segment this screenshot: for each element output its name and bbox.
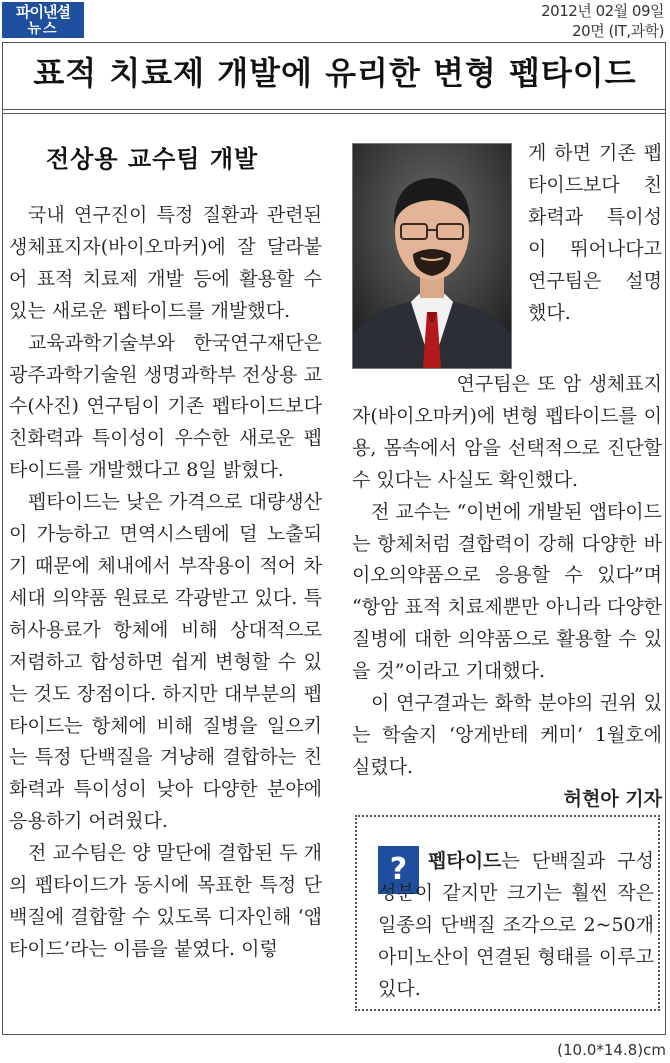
glossary-body: 는 단백질과 구성성분이 같지만 크기는 훨씬 작은 일종의 단백질 조각으로 2~50개 아미노산이 연결된 형태를 이루고 있다. bbox=[378, 850, 654, 1000]
paragraph: 교육과학기술부와 한국연구재단은 광주과학기술원 생명과학부 전상용 교수(사진) 연구팀이 기존 펩타이드보다 친화력과 특이성이 우수한 새로운 펩타이드를 개발했다고 8일 밝혔다. bbox=[9, 331, 322, 482]
page-section: 20면 (IT,과학) bbox=[572, 22, 664, 40]
headline-divider bbox=[3, 109, 665, 110]
article-subheadline: 전상용 교수팀 개발 bbox=[46, 145, 259, 173]
paragraph: 연구팀은 또 암 생체표지자(바이오마커)에 변형 펩타이드를 이용, 몸속에서 암을 선택적으로 진단할 수 있다는 사실도 확인했다. bbox=[352, 373, 662, 491]
publish-date: 2012년 02월 09일 bbox=[541, 2, 664, 20]
paragraph: 전 교수팀은 양 말단에 결합된 두 개의 펩타이드가 동시에 목표한 특정 단백질에 결합할 수 있도록 디자인해 ‘앱타이드’라는 이름을 붙였다. 이렇 bbox=[9, 842, 322, 960]
article-headline: 표적 치료제 개발에 유리한 변형 펩타이드 bbox=[33, 54, 637, 92]
paragraph: 펩타이드는 낮은 가격으로 대량생산이 가능하고 면역시스템에 덜 노출되기 때문에 체내에서 부작용이 적어 차세대 의약품 원료로 각광받고 있다. 특허사용료가 항체에 비해 상대적으로 저렴하고 합성하면 쉽게 변형할 수 있는 것도 장점이다. 하지만 대부분의 펩타이드는 항체에 비해 질병을 일으키는 특정 단백질을 겨냥해 결합하는 친화력과 특이성이 낮아 다양한 분야에 응용하기 어려웠다. bbox=[9, 491, 322, 833]
professor-photo bbox=[352, 143, 512, 369]
portrait-image bbox=[353, 144, 511, 368]
left-column bbox=[9, 200, 322, 966]
byline bbox=[352, 784, 662, 816]
masthead-meta bbox=[541, 1, 664, 41]
right-column bbox=[352, 369, 662, 816]
reporter-name: 허현아 기자 bbox=[563, 787, 662, 810]
logo-line2: 뉴스 bbox=[27, 21, 59, 37]
headline-divider-2 bbox=[3, 113, 665, 114]
paragraph: 전 교수는 “이번에 개발된 앱타이드는 항체처럼 결합력이 강해 다양한 바이오의약품으로 응용할 수 있다”며 “항암 표적 치료제뿐만 아니라 다양한 질병에 대한 의약품으로 활용할 수 있을 것”이라고 기대했다. bbox=[352, 500, 662, 683]
paragraph: 게 하면 기존 펩타이드보다 친화력과 특이성이 뛰어나다고 연구팀은 설명했다. bbox=[528, 142, 662, 324]
question-icon: ? bbox=[378, 846, 419, 894]
logo-line1: 파이낸셜 bbox=[16, 3, 70, 21]
glossary-definition bbox=[378, 845, 654, 1005]
article-size: (10.0*14.8)cm bbox=[557, 1041, 666, 1059]
paragraph: 국내 연구진이 특정 질환과 관련된 생체표지자(바이오마커)에 잘 달라붙어 표적 치료제 개발 등에 활용할 수 있는 새로운 펩타이드를 개발했다. bbox=[9, 204, 322, 322]
right-top-column bbox=[528, 138, 662, 329]
paragraph: 이 연구결과는 화학 분야의 권위 있는 학술지 ‘앙게반테 케미’ 1월호에 실렸다. bbox=[352, 692, 662, 778]
glossary-term: 펩타이드 bbox=[428, 850, 502, 872]
glossary-text bbox=[378, 845, 654, 1005]
newspaper-logo bbox=[2, 2, 84, 38]
